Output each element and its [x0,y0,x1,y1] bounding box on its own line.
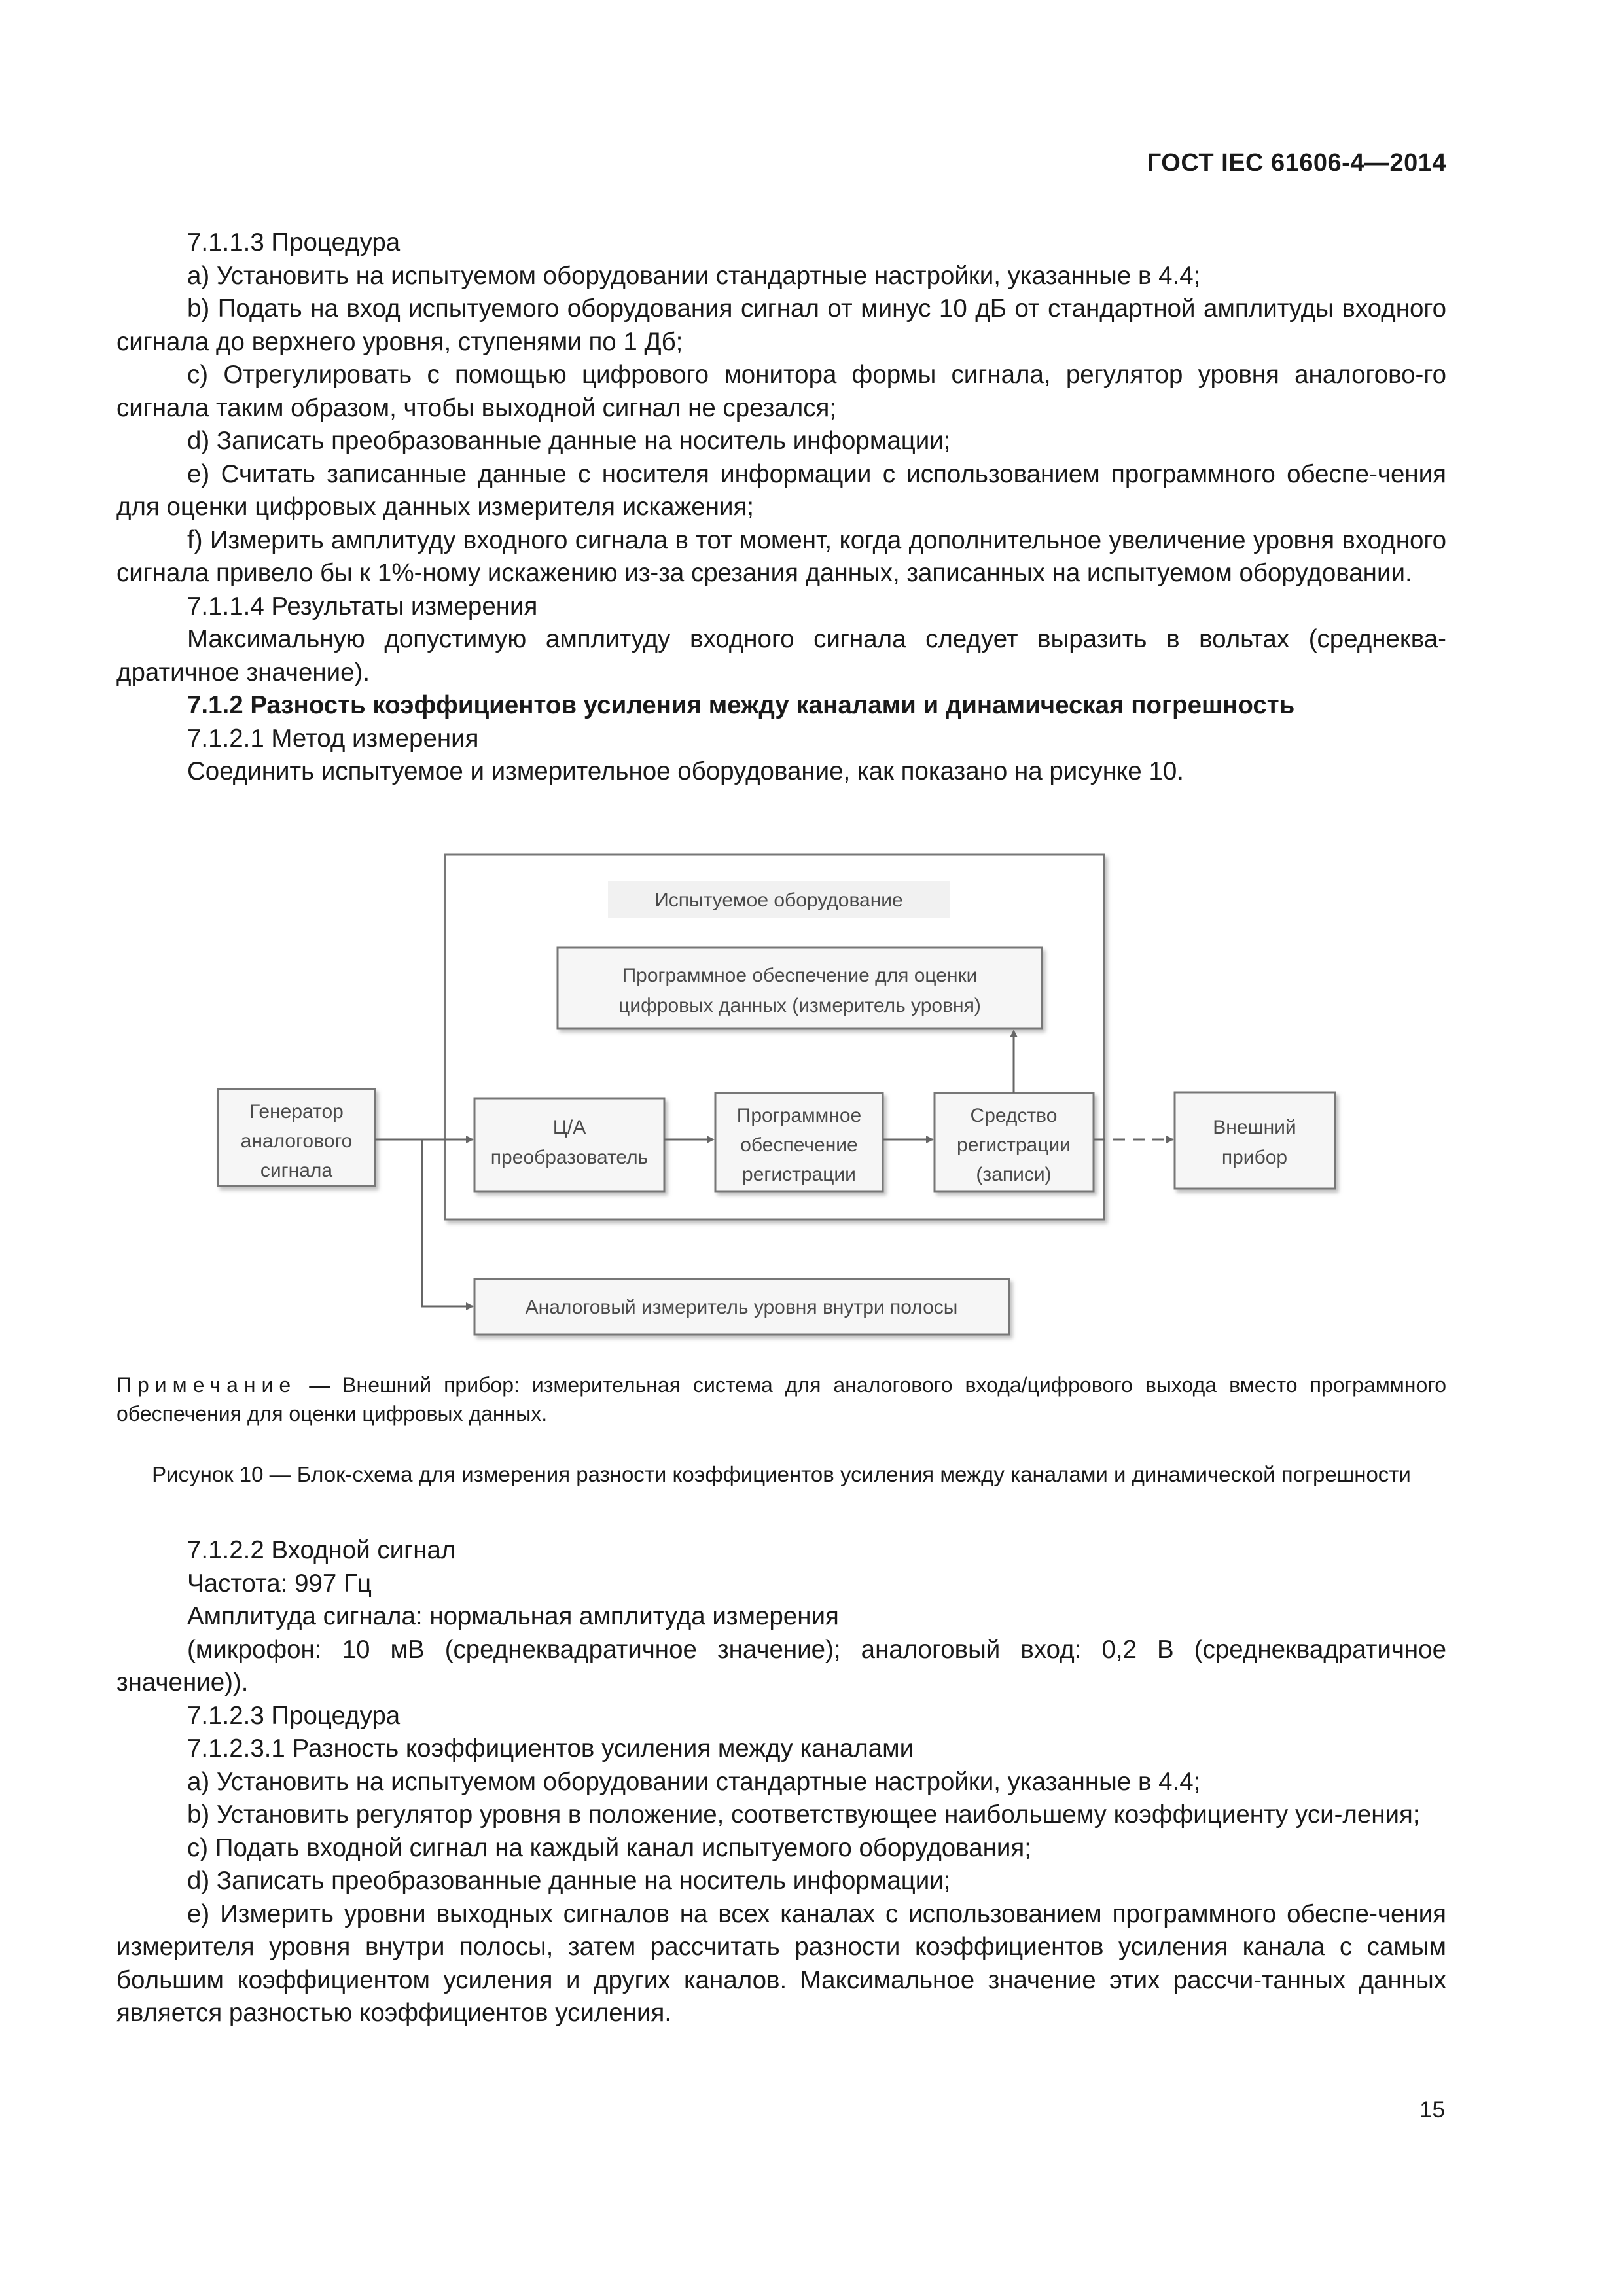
recorder-label-1: Средство [970,1105,1058,1126]
paragraph: a) Установить на испытуемом оборудовании стандартные настройки, указанные в 4.4; [187,1767,1201,1796]
recorder-label-3: (записи) [976,1164,1052,1185]
recording-software-label-3: регистрации [742,1164,856,1185]
paragraph: f) Измерить амплитуду входного сигнала в тот момент, когда дополнительное увеличение уровня входного сигнала привело бы к 1%-ному искажению из-за срезания данных, записанных на испытуемом оборудовании. [116,526,1446,587]
paragraph: d) Записать преобразованные данные на носитель информации; [187,427,951,455]
section-heading: 7.1.2 Разность коэффициентов усиления между каналами и динамическая погрешность [187,691,1295,719]
generator-label-2: аналогового [240,1130,353,1152]
paragraph: 7.1.2.1 Метод измерения [187,724,479,753]
external-device-label-1: Внешний [1213,1117,1296,1138]
paragraph: d) Записать преобразованные данные на носитель информации; [187,1867,951,1895]
paragraph: 7.1.2.3 Процедура [187,1701,401,1730]
dac-label-2: преобразователь [490,1147,649,1168]
recording-software-label-1: Программное [736,1105,862,1126]
paragraph: Соединить испытуемое и измерительное оборудование, как показано на рисунке 10. [187,757,1184,785]
paragraph: Амплитуда сигнала: нормальная амплитуда измерения [187,1602,839,1630]
dac-label-1: Ц/А [552,1117,586,1138]
paragraph: c) Подать входной сигнал на каждый канал испытуемого оборудования; [187,1833,1031,1862]
paragraph: Частота: 997 Гц [187,1569,372,1598]
paragraph: b) Установить регулятор уровня в положение, соответствующее наибольшему коэффициенту уси-ления; [187,1801,1420,1829]
paragraph: c) Отрегулировать с помощью цифрового монитора формы сигнала, регулятор уровня аналогово-го сигнала таким образом, чтобы выходной сигнал не срезался; [116,361,1446,422]
figure-note [116,1371,1446,1428]
recording-software-label-2: обеспечение [740,1134,858,1156]
body-text-bottom [116,1534,1446,2030]
figure-caption: Рисунок 10 — Блок-схема для измерения разности коэффициентов усиления между каналами и динамической погрешности [152,1462,1411,1486]
recorder-label-2: регистрации [957,1134,1071,1156]
dac-box [474,1098,664,1191]
generator-label-3: сигнала [260,1160,333,1181]
standard-header: ГОСТ IEC 61606-4—2014 [1147,149,1446,177]
generator-label-1: Генератор [249,1101,344,1122]
paragraph: 7.1.1.3 Процедура [187,228,401,257]
body-text-top [116,226,1446,789]
paragraph: b) Подать на вход испытуемого оборудования сигнал от минус 10 дБ от стандартной амплитуды входного сигнала до верхнего уровня, ступенями по 1 Дб; [116,295,1446,356]
software-eval-label-2: цифровых данных (измеритель уровня) [618,995,981,1016]
paragraph: a) Установить на испытуемом оборудовании стандартные настройки, указанные в 4.4; [187,261,1201,290]
paragraph: 7.1.2.2 Входной сигнал [187,1536,456,1564]
external-device-box [1175,1092,1335,1189]
paragraph: e) Считать записанные данные с носителя информации с использованием программного обеспе-чения для оценки цифровых данных измерителя искажения; [116,459,1446,521]
paragraph: 7.1.2.3.1 Разность коэффициентов усиления между каналами [187,1734,914,1763]
page-number: 15 [1419,2097,1445,2123]
paragraph: 7.1.1.4 Результаты измерения [187,592,538,620]
block-diagram [196,848,1387,1346]
note-text: — Внешний прибор: измерительная система для аналогового входа/цифрового выхода вместо программного обеспечения для оценки цифровых данных. [116,1373,1446,1426]
analog-meter-label: Аналоговый измеритель уровня внутри полосы [525,1297,958,1318]
block-diagram-svg [196,848,1387,1346]
note-label: Примечание [116,1373,297,1397]
paragraph: (микрофон: 10 мВ (среднеквадратичное значение); аналоговый вход: 0,2 В (среднеквадратичное значение)). [116,1635,1446,1696]
paragraph: Максимальную допустимую амплитуду входного сигнала следует выразить в вольтах (среднеква-дратичное значение). [116,625,1446,687]
paragraph: e) Измерить уровни выходных сигналов на всех каналах с использованием программного обеспе-чения измерителя уровня внутри полосы, затем рассчитать разности коэффициентов усиления канала с самым большим коэффициентом усиления и других каналов. Максимальное значение этих рассчи-танных данных является разностью коэффициентов усиления. [116,1899,1446,2027]
external-device-label-2: прибор [1221,1147,1288,1168]
software-eval-label-1: Программное обеспечение для оценки [622,965,978,986]
dut-title: Испытуемое оборудование [654,889,903,911]
